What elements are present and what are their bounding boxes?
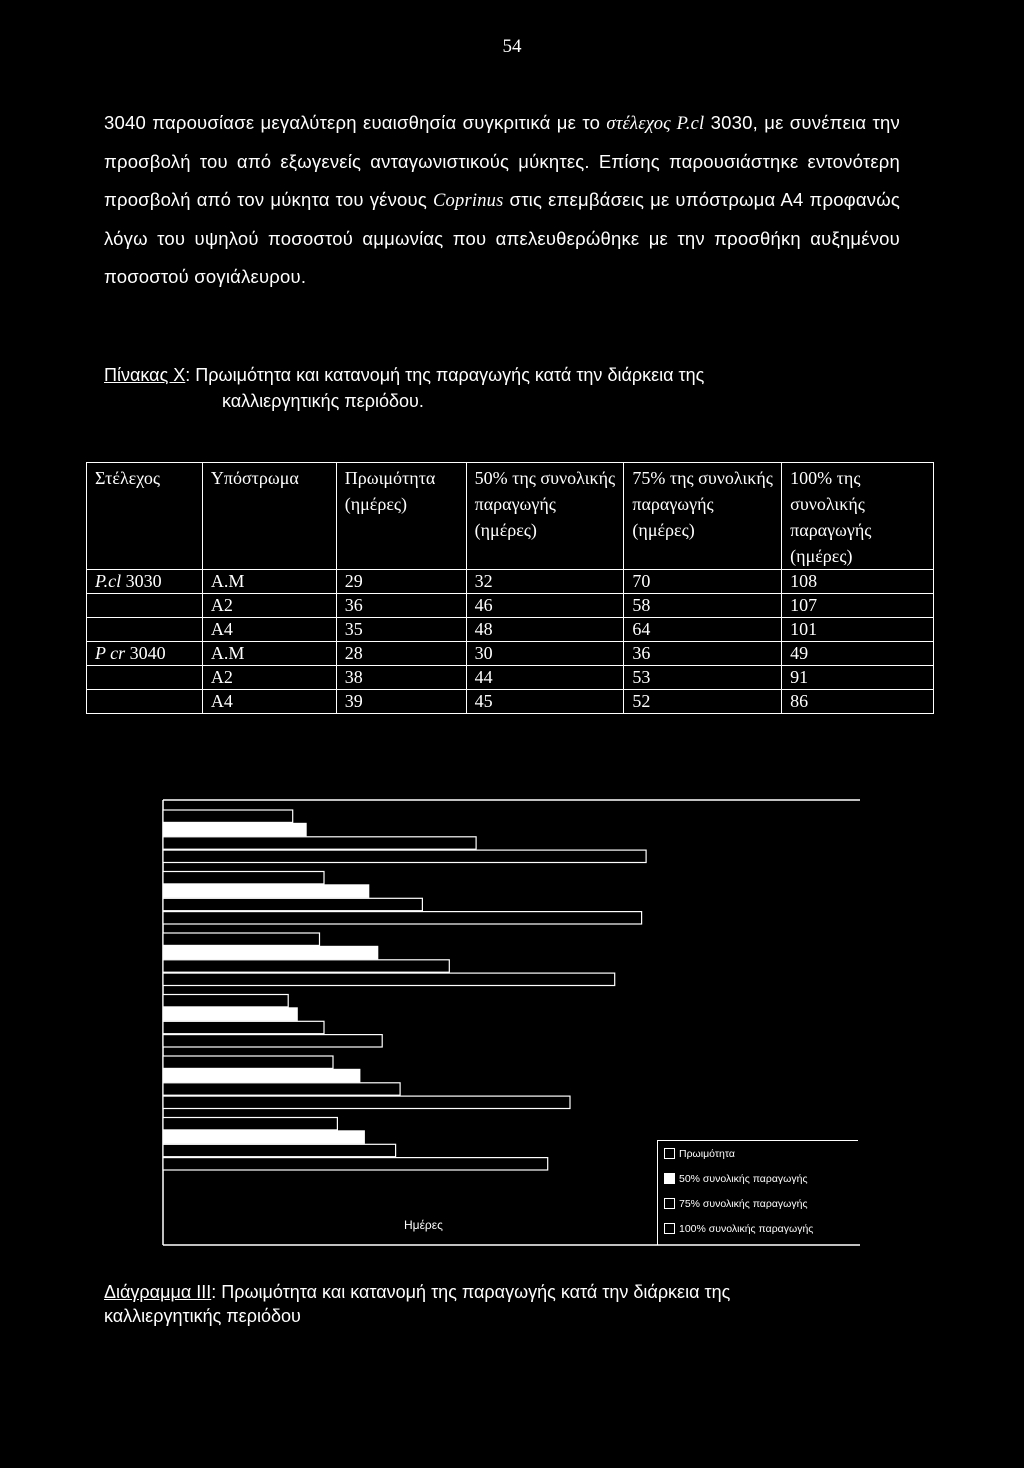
table-caption-line2: καλλιεργητικής περιόδου. xyxy=(222,391,424,411)
cell-value: 46 xyxy=(466,594,624,618)
bar-5-1 xyxy=(163,1056,333,1068)
bar-2-4 xyxy=(163,912,642,924)
bar-5-4 xyxy=(163,1096,570,1108)
header-earliness: Πρωιμότητα (ημέρες) xyxy=(336,463,466,570)
legend-swatch xyxy=(664,1173,675,1184)
chart-legend xyxy=(657,1140,858,1245)
cell-substrate: Α4 xyxy=(202,690,336,714)
bar-3-4 xyxy=(163,973,615,985)
diagram-caption xyxy=(104,1280,844,1328)
page-number: 54 xyxy=(502,36,522,57)
cell-value: 58 xyxy=(624,594,782,618)
cell-substrate: Α2 xyxy=(202,666,336,690)
bar-1-1 xyxy=(163,810,293,822)
cell-value: 86 xyxy=(782,690,934,714)
strain-number: 3030 xyxy=(121,571,162,591)
bar-1-4 xyxy=(163,850,646,862)
cell-value: 48 xyxy=(466,618,624,642)
cell-value: 53 xyxy=(624,666,782,690)
bar-2-2 xyxy=(163,885,369,897)
legend-item xyxy=(658,1141,858,1166)
cell-substrate: Α.Μ xyxy=(202,642,336,666)
table-caption-label: Πίνακας Χ xyxy=(104,365,186,385)
cell-substrate: Α4 xyxy=(202,618,336,642)
cell-value: 30 xyxy=(466,642,624,666)
bar-6-2 xyxy=(163,1131,364,1143)
cell-value: 44 xyxy=(466,666,624,690)
header-50-percent: 50% της συνολικής παραγωγής (ημέρες) xyxy=(466,463,624,570)
legend-label: 50% συνολικής παραγωγής xyxy=(679,1172,808,1185)
cell-value: 91 xyxy=(782,666,934,690)
diagram-caption-label: Διάγραμμα ΙΙΙ xyxy=(104,1282,212,1302)
cell-value: 108 xyxy=(782,570,934,594)
paragraph-text-2: 3030, με συνέπεια την προσβολή του από εξωγενείς ανταγωνιστικούς μύκητες. Επίσης παρουσιάστηκε εντονότερη προσβολή από τον μύκητα του γένους xyxy=(104,112,900,210)
cell-value: 52 xyxy=(624,690,782,714)
bar-3-3 xyxy=(163,960,449,972)
bar-1-3 xyxy=(163,837,476,849)
bar-4-3 xyxy=(163,1021,324,1033)
strain-number: 3040 xyxy=(125,643,166,663)
bar-4-1 xyxy=(163,995,288,1007)
table-caption-text: : Πρωιμότητα και κατανομή της παραγωγής κατά την διάρκεια της xyxy=(185,365,705,385)
legend-swatch xyxy=(664,1223,675,1234)
bar-1-2 xyxy=(163,823,306,835)
bar-4-4 xyxy=(163,1035,382,1047)
legend-label: 75% συνολικής παραγωγής xyxy=(679,1197,808,1210)
cell-value: 29 xyxy=(336,570,466,594)
cell-substrate: Α.Μ xyxy=(202,570,336,594)
paragraph-text-3: στις επεμβάσεις με υπόστρωμα Α4 προφανώς λόγω του υψηλού ποσοστού αμμωνίας που απελευθερώθηκε με την προσθήκη αυξημένου ποσοστού σογιάλευρου. xyxy=(104,189,900,287)
bar-4-2 xyxy=(163,1008,297,1020)
legend-item xyxy=(658,1191,858,1216)
bar-5-2 xyxy=(163,1069,360,1081)
cell-value: 45 xyxy=(466,690,624,714)
chart-x-axis-label: Ημέρες xyxy=(404,1218,443,1232)
header-75-percent: 75% της συνολικής παραγωγής (ημέρες) xyxy=(624,463,782,570)
cell-value: 36 xyxy=(336,594,466,618)
bar-6-3 xyxy=(163,1144,396,1156)
cell-substrate: Α2 xyxy=(202,594,336,618)
cell-value: 28 xyxy=(336,642,466,666)
legend-label: Πρωιμότητα xyxy=(679,1147,735,1160)
header-100-percent: 100% της συνολικής παραγωγής (ημέρες) xyxy=(782,463,934,570)
bar-5-3 xyxy=(163,1083,400,1095)
legend-swatch xyxy=(664,1198,675,1209)
strain-name: στέλεχος P.cl xyxy=(606,114,705,134)
strain-code: P cr xyxy=(95,643,126,663)
header-substrate: Υπόστρωμα xyxy=(202,463,336,570)
strain-code: P.cl xyxy=(95,571,122,591)
cell-value: 38 xyxy=(336,666,466,690)
legend-swatch xyxy=(664,1148,675,1159)
bar-3-2 xyxy=(163,946,378,958)
cell-value: 49 xyxy=(782,642,934,666)
legend-item xyxy=(658,1216,858,1241)
cell-value: 64 xyxy=(624,618,782,642)
cell-value: 107 xyxy=(782,594,934,618)
bar-6-1 xyxy=(163,1118,337,1130)
cell-value: 70 xyxy=(624,570,782,594)
paragraph-text-1: 3040 παρουσίασε μεγαλύτερη ευαισθησία συγκριτικά με το xyxy=(104,112,607,133)
cell-value: 36 xyxy=(624,642,782,666)
bar-2-1 xyxy=(163,872,324,884)
bar-2-3 xyxy=(163,898,422,910)
genus-name: Coprinus xyxy=(433,191,504,211)
cell-value: 32 xyxy=(466,570,624,594)
legend-item xyxy=(658,1166,858,1191)
legend-label: 100% συνολικής παραγωγής xyxy=(679,1222,814,1235)
cell-value: 35 xyxy=(336,618,466,642)
cell-value: 101 xyxy=(782,618,934,642)
bar-6-4 xyxy=(163,1158,548,1170)
cell-value: 39 xyxy=(336,690,466,714)
bar-3-1 xyxy=(163,933,320,945)
diagram-caption-text: : Πρωιμότητα και κατανομή της παραγωγής κατά την διάρκεια της καλλιεργητικής περιόδου xyxy=(104,1282,731,1326)
header-strain: Στέλεχος xyxy=(87,463,203,570)
